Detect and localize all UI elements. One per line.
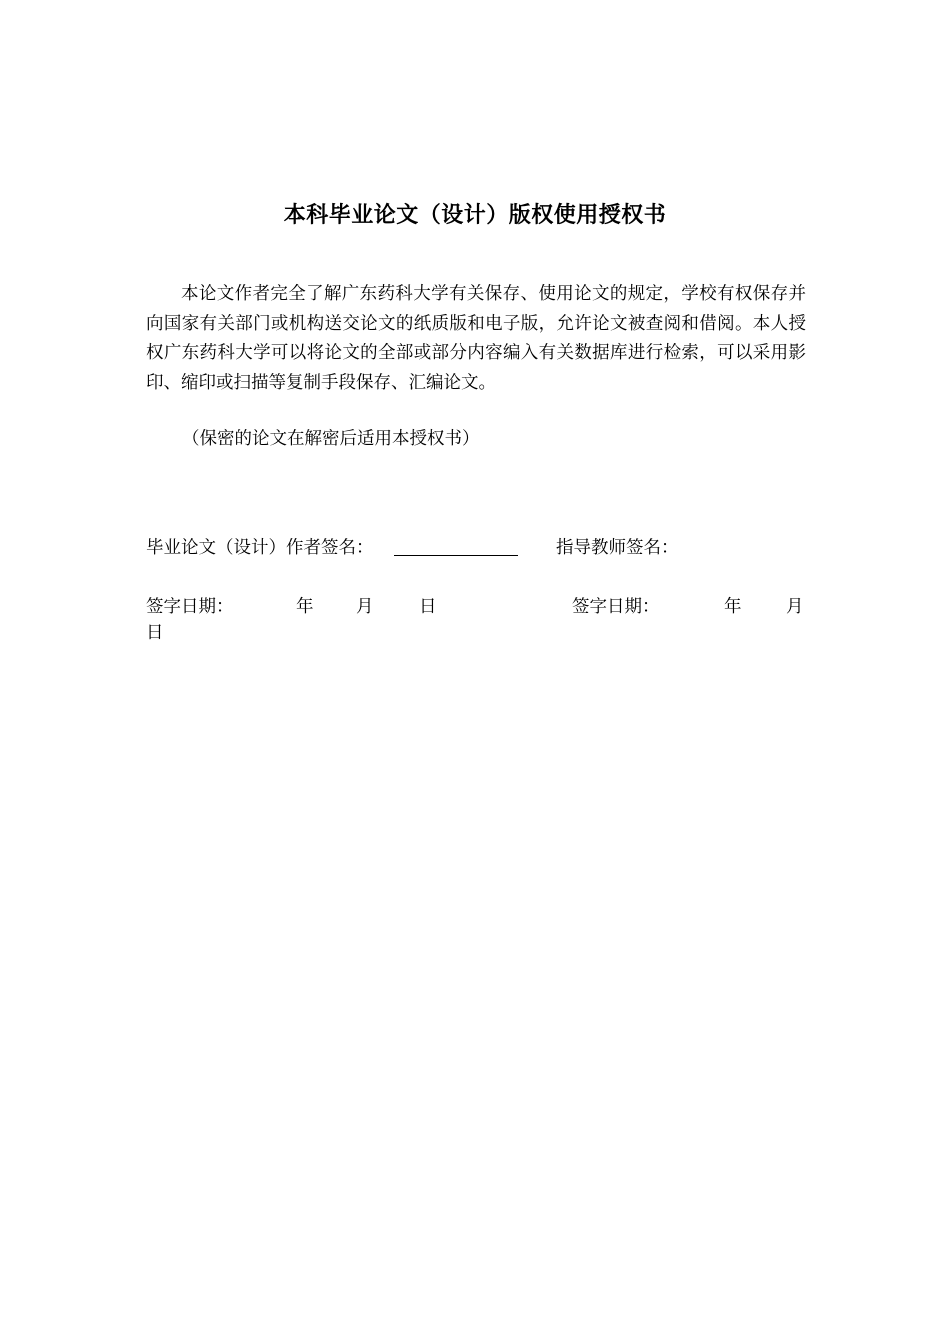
authorization-paragraph: 本论文作者完全了解广东药科大学有关保存、使用论文的规定，学校有权保存并向国家有关部门或机构送交论文的纸质版和电子版，允许论文被查阅和借阅。本人授权广东药科大学可以将论文的全部或部分内容编入有关数据库进行检索，可以采用影印、缩印或扫描等复制手段保存、汇编论文。	[146, 284, 806, 393]
author-signature-label: 毕业论文（设计）作者签名：	[146, 538, 374, 558]
left-date-month: 月	[356, 597, 374, 617]
advisor-signature-label: 指导教师签名：	[556, 538, 679, 558]
left-date-day: 日	[419, 597, 437, 617]
document-title: 本科毕业论文（设计）版权使用授权书	[283, 203, 667, 228]
left-date-year: 年	[296, 597, 314, 617]
date-row	[146, 594, 806, 654]
confidentiality-note-text: （保密的论文在解密后适用本授权书）	[182, 429, 480, 449]
author-signature-line	[394, 555, 518, 556]
right-date-day: 日	[146, 623, 164, 643]
right-date-label: 签字日期：	[572, 597, 660, 617]
left-date-label: 签字日期：	[146, 597, 234, 617]
right-date-month: 月	[786, 597, 804, 617]
confidentiality-note	[146, 425, 806, 455]
right-date-year: 年	[724, 597, 742, 617]
signature-row	[146, 533, 806, 563]
